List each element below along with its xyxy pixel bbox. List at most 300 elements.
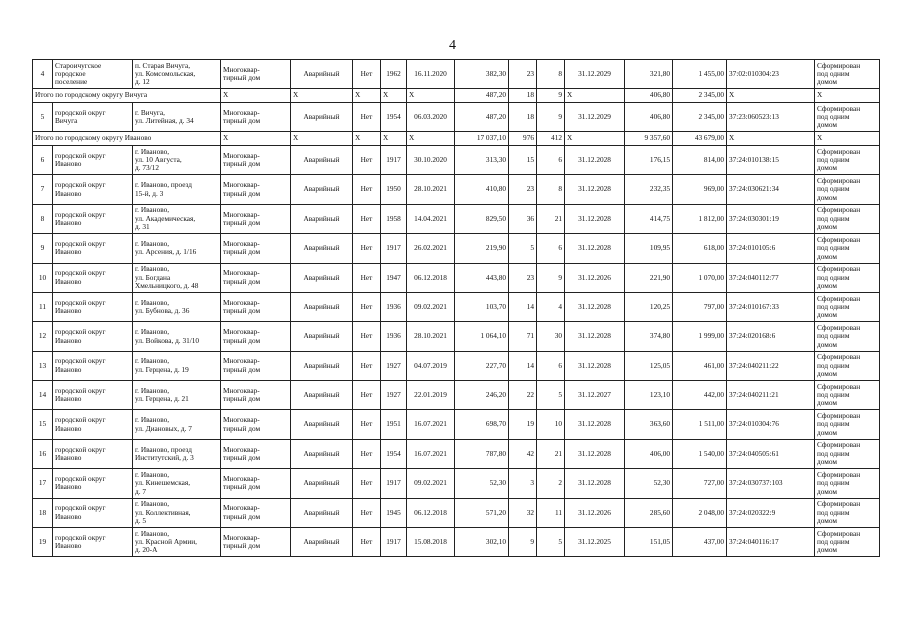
people-cell: 42 <box>509 439 537 468</box>
people-cell: 18 <box>509 102 537 131</box>
note-cell: Сформирован под одним домом <box>815 498 880 527</box>
condition-cell: Аварийный <box>291 204 353 233</box>
municipality-cell: городской округ Иваново <box>53 439 133 468</box>
note-cell: Сформирован под одним домом <box>815 204 880 233</box>
deadline-cell: 31.12.2026 <box>565 263 625 292</box>
cadastral-cell: 37:24:040211:22 <box>727 351 815 380</box>
area2-cell: 9 357,60 <box>625 132 673 146</box>
table-row <box>33 292 880 321</box>
municipality-cell: городской округ Вичуга <box>53 102 133 131</box>
area-cell: 1 064,10 <box>455 322 509 351</box>
cadastral-cell: 37:24:020168:6 <box>727 322 815 351</box>
flag-cell: Нет <box>353 322 381 351</box>
building-type-cell: Многоквар- тирный дом <box>221 175 291 204</box>
cost-cell: 797,00 <box>673 292 727 321</box>
units-cell: 8 <box>537 60 565 89</box>
address-cell: г. Вичуга, ул. Литейная, д. 34 <box>133 102 221 131</box>
flag-cell: Нет <box>353 469 381 498</box>
units-cell: 5 <box>537 381 565 410</box>
area-cell: 302,10 <box>455 528 509 557</box>
note-cell: Сформирован под одним домом <box>815 469 880 498</box>
note-cell: Сформирован под одним домом <box>815 410 880 439</box>
year-cell: 1927 <box>381 381 407 410</box>
date-cell: 15.08.2018 <box>407 528 455 557</box>
building-type-cell: Многоквар- тирный дом <box>221 381 291 410</box>
condition-cell: Аварийный <box>291 145 353 174</box>
condition-cell: Аварийный <box>291 234 353 263</box>
row-number: 14 <box>33 381 53 410</box>
units-cell: 11 <box>537 498 565 527</box>
units-cell: 21 <box>537 204 565 233</box>
cadastral-cell: 37:23:060523:13 <box>727 102 815 131</box>
note-cell: Сформирован под одним домом <box>815 175 880 204</box>
address-cell: г. Иваново, ул. Коллективная, д. 5 <box>133 498 221 527</box>
condition-cell: Аварийный <box>291 292 353 321</box>
flag-cell: Нет <box>353 234 381 263</box>
year-cell: 1917 <box>381 234 407 263</box>
flag-cell: Нет <box>353 351 381 380</box>
municipality-cell: городской округ Иваново <box>53 263 133 292</box>
municipality-cell: городской округ Иваново <box>53 145 133 174</box>
area2-cell: 406,80 <box>625 89 673 103</box>
address-cell: г. Иваново, ул. Богдана Хмельницкого, д. 48 <box>133 263 221 292</box>
address-cell: г. Иваново, ул. Академическая, д. 31 <box>133 204 221 233</box>
people-cell: 14 <box>509 292 537 321</box>
date-cell: 06.12.2018 <box>407 498 455 527</box>
municipality-cell: городской округ Иваново <box>53 381 133 410</box>
x-cell: X <box>727 89 815 103</box>
area2-cell: 232,35 <box>625 175 673 204</box>
area-cell: 571,20 <box>455 498 509 527</box>
area-cell: 17 037,10 <box>455 132 509 146</box>
people-cell: 15 <box>509 145 537 174</box>
year-cell: 1954 <box>381 102 407 131</box>
note-cell: Сформирован под одним домом <box>815 145 880 174</box>
cost-cell: 2 048,00 <box>673 498 727 527</box>
area-cell: 487,20 <box>455 89 509 103</box>
row-number: 6 <box>33 145 53 174</box>
row-number: 18 <box>33 498 53 527</box>
cadastral-cell: 37:24:010167:33 <box>727 292 815 321</box>
year-cell: 1936 <box>381 322 407 351</box>
x-cell: X <box>353 89 381 103</box>
x-cell: X <box>565 132 625 146</box>
table-row <box>33 263 880 292</box>
year-cell: 1962 <box>381 60 407 89</box>
date-cell: 28.10.2021 <box>407 175 455 204</box>
address-cell: п. Старая Вичуга, ул. Комсомольская, д. 12 <box>133 60 221 89</box>
cost-cell: 969,00 <box>673 175 727 204</box>
units-cell: 10 <box>537 410 565 439</box>
cadastral-cell: 37:24:040116:17 <box>727 528 815 557</box>
condition-cell: Аварийный <box>291 410 353 439</box>
note-cell: Сформирован под одним домом <box>815 60 880 89</box>
date-cell: 09.02.2021 <box>407 469 455 498</box>
row-number: 4 <box>33 60 53 89</box>
cadastral-cell: 37:24:030621:34 <box>727 175 815 204</box>
x-cell: X <box>221 132 291 146</box>
deadline-cell: 31.12.2026 <box>565 498 625 527</box>
people-cell: 14 <box>509 351 537 380</box>
table-row <box>33 60 880 89</box>
row-number: 12 <box>33 322 53 351</box>
date-cell: 04.07.2019 <box>407 351 455 380</box>
municipality-cell: городской округ Иваново <box>53 469 133 498</box>
condition-cell: Аварийный <box>291 528 353 557</box>
year-cell: 1917 <box>381 528 407 557</box>
building-type-cell: Многоквар- тирный дом <box>221 498 291 527</box>
units-cell: 412 <box>537 132 565 146</box>
year-cell: 1951 <box>381 410 407 439</box>
cost-cell: 1 812,00 <box>673 204 727 233</box>
condition-cell: Аварийный <box>291 351 353 380</box>
condition-cell: Аварийный <box>291 60 353 89</box>
building-type-cell: Многоквар- тирный дом <box>221 322 291 351</box>
cadastral-cell: 37:24:020322:9 <box>727 498 815 527</box>
people-cell: 18 <box>509 89 537 103</box>
area2-cell: 406,80 <box>625 102 673 131</box>
table-row <box>33 145 880 174</box>
table-row <box>33 498 880 527</box>
municipality-cell: городской округ Иваново <box>53 234 133 263</box>
municipality-cell: городской округ Иваново <box>53 498 133 527</box>
deadline-cell: 31.12.2028 <box>565 351 625 380</box>
units-cell: 6 <box>537 234 565 263</box>
address-cell: г. Иваново, ул. Красной Армии, д. 20-А <box>133 528 221 557</box>
deadline-cell: 31.12.2028 <box>565 439 625 468</box>
municipality-cell: городской округ Иваново <box>53 175 133 204</box>
municipality-cell: городской округ Иваново <box>53 351 133 380</box>
table-row <box>33 204 880 233</box>
area-cell: 52,30 <box>455 469 509 498</box>
municipality-cell: городской округ Иваново <box>53 322 133 351</box>
note-cell: Сформирован под одним домом <box>815 381 880 410</box>
area-cell: 487,20 <box>455 102 509 131</box>
x-cell: X <box>291 89 353 103</box>
note-cell: Сформирован под одним домом <box>815 322 880 351</box>
cost-cell: 1 070,00 <box>673 263 727 292</box>
deadline-cell: 31.12.2028 <box>565 410 625 439</box>
table-row <box>33 175 880 204</box>
cost-cell: 43 679,00 <box>673 132 727 146</box>
condition-cell: Аварийный <box>291 498 353 527</box>
area2-cell: 321,80 <box>625 60 673 89</box>
table-row <box>33 351 880 380</box>
municipality-cell: городской округ Иваново <box>53 292 133 321</box>
area2-cell: 176,15 <box>625 145 673 174</box>
flag-cell: Нет <box>353 410 381 439</box>
date-cell: 14.04.2021 <box>407 204 455 233</box>
condition-cell: Аварийный <box>291 469 353 498</box>
note-cell: Сформирован под одним домом <box>815 234 880 263</box>
area-cell: 382,30 <box>455 60 509 89</box>
municipality-cell: городской округ Иваново <box>53 204 133 233</box>
x-cell: X <box>381 89 407 103</box>
area-cell: 410,80 <box>455 175 509 204</box>
building-type-cell: Многоквар- тирный дом <box>221 469 291 498</box>
row-number: 9 <box>33 234 53 263</box>
address-cell: г. Иваново, ул. Диановых, д. 7 <box>133 410 221 439</box>
municipality-cell: Староичугское городское поселение <box>53 60 133 89</box>
cost-cell: 1 511,00 <box>673 410 727 439</box>
building-type-cell: Многоквар- тирный дом <box>221 410 291 439</box>
area2-cell: 363,60 <box>625 410 673 439</box>
units-cell: 9 <box>537 89 565 103</box>
condition-cell: Аварийный <box>291 102 353 131</box>
address-cell: г. Иваново, проезд Институтский, д. 3 <box>133 439 221 468</box>
address-cell: г. Иваново, проезд 15-й, д. 3 <box>133 175 221 204</box>
year-cell: 1958 <box>381 204 407 233</box>
flag-cell: Нет <box>353 102 381 131</box>
x-cell: X <box>407 89 455 103</box>
row-number: 10 <box>33 263 53 292</box>
condition-cell: Аварийный <box>291 322 353 351</box>
cost-cell: 461,00 <box>673 351 727 380</box>
units-cell: 9 <box>537 102 565 131</box>
note-cell: Сформирован под одним домом <box>815 292 880 321</box>
cost-cell: 2 345,00 <box>673 102 727 131</box>
flag-cell: Нет <box>353 175 381 204</box>
date-cell: 09.02.2021 <box>407 292 455 321</box>
units-cell: 30 <box>537 322 565 351</box>
deadline-cell: 31.12.2028 <box>565 145 625 174</box>
deadline-cell: 31.12.2027 <box>565 381 625 410</box>
condition-cell: Аварийный <box>291 263 353 292</box>
note-cell: Сформирован под одним домом <box>815 351 880 380</box>
condition-cell: Аварийный <box>291 439 353 468</box>
area-cell: 698,70 <box>455 410 509 439</box>
table-row <box>33 102 880 131</box>
row-number: 19 <box>33 528 53 557</box>
year-cell: 1927 <box>381 351 407 380</box>
row-number: 17 <box>33 469 53 498</box>
year-cell: 1947 <box>381 263 407 292</box>
date-cell: 16.11.2020 <box>407 60 455 89</box>
cadastral-cell: 37:02:010304:23 <box>727 60 815 89</box>
table-row <box>33 439 880 468</box>
area2-cell: 406,00 <box>625 439 673 468</box>
people-cell: 23 <box>509 175 537 204</box>
people-cell: 22 <box>509 381 537 410</box>
cost-cell: 814,00 <box>673 145 727 174</box>
building-type-cell: Многоквар- тирный дом <box>221 292 291 321</box>
people-cell: 71 <box>509 322 537 351</box>
date-cell: 06.03.2020 <box>407 102 455 131</box>
municipality-cell: городской округ Иваново <box>53 528 133 557</box>
address-cell: г. Иваново, ул. Герцена, д. 19 <box>133 351 221 380</box>
date-cell: 16.07.2021 <box>407 439 455 468</box>
condition-cell: Аварийный <box>291 381 353 410</box>
table-row <box>33 528 880 557</box>
address-cell: г. Иваново, ул. Бубнова, д. 36 <box>133 292 221 321</box>
cost-cell: 2 345,00 <box>673 89 727 103</box>
date-cell: 06.12.2018 <box>407 263 455 292</box>
cadastral-cell: 37:24:040112:77 <box>727 263 815 292</box>
note-cell: Сформирован под одним домом <box>815 102 880 131</box>
people-cell: 32 <box>509 498 537 527</box>
area-cell: 103,70 <box>455 292 509 321</box>
building-type-cell: Многоквар- тирный дом <box>221 234 291 263</box>
condition-cell: Аварийный <box>291 175 353 204</box>
flag-cell: Нет <box>353 381 381 410</box>
area2-cell: 120,25 <box>625 292 673 321</box>
row-number: 15 <box>33 410 53 439</box>
units-cell: 5 <box>537 528 565 557</box>
row-number: 8 <box>33 204 53 233</box>
area-cell: 443,80 <box>455 263 509 292</box>
x-cell: X <box>353 132 381 146</box>
area-cell: 246,20 <box>455 381 509 410</box>
deadline-cell: 31.12.2028 <box>565 322 625 351</box>
x-cell: X <box>565 89 625 103</box>
units-cell: 21 <box>537 439 565 468</box>
note-cell: Сформирован под одним домом <box>815 528 880 557</box>
year-cell: 1945 <box>381 498 407 527</box>
people-cell: 9 <box>509 528 537 557</box>
table-row <box>33 410 880 439</box>
deadline-cell: 31.12.2028 <box>565 204 625 233</box>
deadline-cell: 31.12.2028 <box>565 469 625 498</box>
note-cell: Сформирован под одним домом <box>815 439 880 468</box>
area2-cell: 374,80 <box>625 322 673 351</box>
area-cell: 227,70 <box>455 351 509 380</box>
subtotal-row <box>33 132 880 146</box>
building-type-cell: Многоквар- тирный дом <box>221 439 291 468</box>
table-row <box>33 322 880 351</box>
page-number: 4 <box>449 38 456 53</box>
year-cell: 1917 <box>381 469 407 498</box>
cadastral-cell: 37:24:010105:6 <box>727 234 815 263</box>
deadline-cell: 31.12.2029 <box>565 60 625 89</box>
deadline-cell: 31.12.2028 <box>565 292 625 321</box>
deadline-cell: 31.12.2028 <box>565 175 625 204</box>
flag-cell: Нет <box>353 498 381 527</box>
building-type-cell: Многоквар- тирный дом <box>221 528 291 557</box>
cost-cell: 1 540,00 <box>673 439 727 468</box>
units-cell: 2 <box>537 469 565 498</box>
people-cell: 976 <box>509 132 537 146</box>
housing-register-table <box>32 59 880 557</box>
subtotal-label: Итого по городскому округу Вичуга <box>33 89 221 103</box>
row-number: 7 <box>33 175 53 204</box>
flag-cell: Нет <box>353 204 381 233</box>
area2-cell: 123,10 <box>625 381 673 410</box>
cost-cell: 1 999,00 <box>673 322 727 351</box>
x-cell: X <box>291 132 353 146</box>
table-row <box>33 234 880 263</box>
flag-cell: Нет <box>353 292 381 321</box>
cadastral-cell: 37:24:010138:15 <box>727 145 815 174</box>
building-type-cell: Многоквар- тирный дом <box>221 351 291 380</box>
x-cell: X <box>815 132 880 146</box>
row-number: 16 <box>33 439 53 468</box>
people-cell: 5 <box>509 234 537 263</box>
people-cell: 3 <box>509 469 537 498</box>
year-cell: 1936 <box>381 292 407 321</box>
flag-cell: Нет <box>353 263 381 292</box>
cadastral-cell: 37:24:040211:21 <box>727 381 815 410</box>
deadline-cell: 31.12.2028 <box>565 234 625 263</box>
flag-cell: Нет <box>353 60 381 89</box>
row-number: 5 <box>33 102 53 131</box>
cost-cell: 727,00 <box>673 469 727 498</box>
area2-cell: 109,95 <box>625 234 673 263</box>
building-type-cell: Многоквар- тирный дом <box>221 204 291 233</box>
year-cell: 1950 <box>381 175 407 204</box>
cadastral-cell: 37:24:030737:103 <box>727 469 815 498</box>
date-cell: 22.01.2019 <box>407 381 455 410</box>
people-cell: 23 <box>509 263 537 292</box>
municipality-cell: городской округ Иваново <box>53 410 133 439</box>
x-cell: X <box>221 89 291 103</box>
area-cell: 313,30 <box>455 145 509 174</box>
cost-cell: 1 455,00 <box>673 60 727 89</box>
row-number: 13 <box>33 351 53 380</box>
units-cell: 4 <box>537 292 565 321</box>
address-cell: г. Иваново, ул. Герцена, д. 21 <box>133 381 221 410</box>
people-cell: 23 <box>509 60 537 89</box>
area-cell: 829,50 <box>455 204 509 233</box>
table-row <box>33 469 880 498</box>
subtotal-label: Итого по городскому округу Иваново <box>33 132 221 146</box>
address-cell: г. Иваново, ул. Кинешемская, д. 7 <box>133 469 221 498</box>
people-cell: 36 <box>509 204 537 233</box>
year-cell: 1954 <box>381 439 407 468</box>
date-cell: 26.02.2021 <box>407 234 455 263</box>
deadline-cell: 31.12.2029 <box>565 102 625 131</box>
x-cell: X <box>727 132 815 146</box>
cost-cell: 618,00 <box>673 234 727 263</box>
cadastral-cell: 37:24:040505:61 <box>727 439 815 468</box>
units-cell: 6 <box>537 145 565 174</box>
row-number: 11 <box>33 292 53 321</box>
flag-cell: Нет <box>353 528 381 557</box>
x-cell: X <box>407 132 455 146</box>
people-cell: 19 <box>509 410 537 439</box>
year-cell: 1917 <box>381 145 407 174</box>
area-cell: 787,80 <box>455 439 509 468</box>
area2-cell: 52,30 <box>625 469 673 498</box>
cost-cell: 437,00 <box>673 528 727 557</box>
building-type-cell: Многоквар- тирный дом <box>221 263 291 292</box>
date-cell: 28.10.2021 <box>407 322 455 351</box>
area2-cell: 151,05 <box>625 528 673 557</box>
units-cell: 8 <box>537 175 565 204</box>
cost-cell: 442,00 <box>673 381 727 410</box>
address-cell: г. Иваново, ул. Войкова, д. 31/10 <box>133 322 221 351</box>
note-cell: Сформирован под одним домом <box>815 263 880 292</box>
flag-cell: Нет <box>353 145 381 174</box>
units-cell: 9 <box>537 263 565 292</box>
area2-cell: 285,60 <box>625 498 673 527</box>
area2-cell: 414,75 <box>625 204 673 233</box>
deadline-cell: 31.12.2025 <box>565 528 625 557</box>
address-cell: г. Иваново, ул. 10 Августа, д. 73/12 <box>133 145 221 174</box>
date-cell: 30.10.2020 <box>407 145 455 174</box>
units-cell: 6 <box>537 351 565 380</box>
table-row <box>33 381 880 410</box>
address-cell: г. Иваново, ул. Арсения, д. 1/16 <box>133 234 221 263</box>
flag-cell: Нет <box>353 439 381 468</box>
subtotal-row <box>33 89 880 103</box>
x-cell: X <box>815 89 880 103</box>
cadastral-cell: 37:24:030301:19 <box>727 204 815 233</box>
cadastral-cell: 37:24:010304:76 <box>727 410 815 439</box>
building-type-cell: Многоквар- тирный дом <box>221 60 291 89</box>
date-cell: 16.07.2021 <box>407 410 455 439</box>
building-type-cell: Многоквар- тирный дом <box>221 102 291 131</box>
area2-cell: 221,90 <box>625 263 673 292</box>
